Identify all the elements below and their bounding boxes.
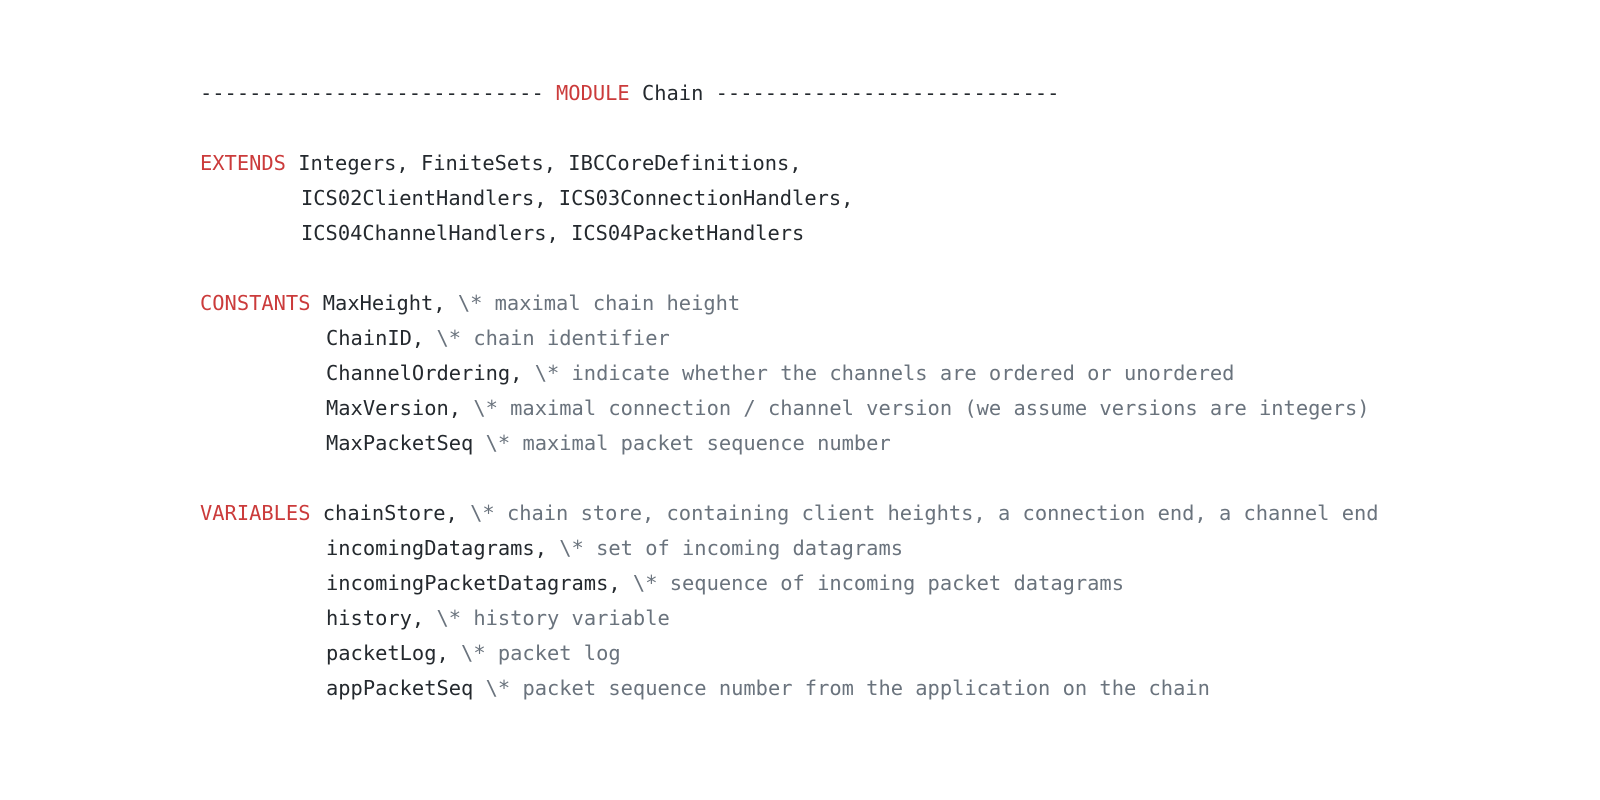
blank-line	[200, 461, 1580, 496]
constant-line	[200, 321, 1580, 356]
variable-name: incomingPacketDatagrams,	[326, 571, 621, 595]
constant-line	[200, 426, 1580, 461]
constant-line	[200, 356, 1580, 391]
variable-line	[200, 671, 1580, 706]
constant-comment: \* maximal chain height	[457, 291, 741, 315]
extends-modules: ICS02ClientHandlers, ICS03ConnectionHandlers,	[301, 186, 854, 210]
header-dashes-left: ----------------------------	[200, 81, 544, 105]
variable-line	[200, 636, 1580, 671]
extends-line	[200, 146, 1580, 181]
constant-line	[200, 391, 1580, 426]
variables-keyword: VARIABLES	[200, 501, 311, 525]
constant-name: ChannelOrdering,	[326, 361, 523, 385]
variable-line	[200, 566, 1580, 601]
variable-name: appPacketSeq	[326, 676, 474, 700]
extends-line	[200, 216, 1580, 251]
variable-comment: \* chain store, containing client heights, a connection end, a channel end	[470, 501, 1379, 525]
variable-comment: \* set of incoming datagrams	[559, 536, 903, 560]
extends-modules: ICS04ChannelHandlers, ICS04PacketHandlers	[301, 221, 805, 245]
variable-line	[200, 496, 1580, 531]
constant-name: MaxHeight,	[322, 291, 446, 315]
variable-comment: \* sequence of incoming packet datagrams	[632, 571, 1124, 595]
constant-comment: \* maximal connection / channel version (we assume versions are integers)	[473, 396, 1370, 420]
constants-keyword: CONSTANTS	[200, 291, 311, 315]
blank-line	[200, 251, 1580, 286]
variable-name: chainStore,	[322, 501, 458, 525]
header-dashes-right: ----------------------------	[715, 81, 1060, 105]
module-keyword: MODULE	[556, 81, 630, 105]
constant-comment: \* maximal packet sequence number	[485, 431, 891, 455]
constant-name: MaxVersion,	[326, 396, 462, 420]
constant-comment: \* indicate whether the channels are ordered or unordered	[534, 361, 1235, 385]
variable-line	[200, 531, 1580, 566]
variable-name: incomingDatagrams,	[326, 536, 547, 560]
module-header	[200, 76, 1580, 111]
variable-line	[200, 601, 1580, 636]
variable-name: packetLog,	[326, 641, 449, 665]
constant-line	[200, 286, 1580, 321]
variable-name: history,	[326, 606, 425, 630]
variable-comment: \* history variable	[436, 606, 670, 630]
constant-name: ChainID,	[326, 326, 425, 350]
constant-comment: \* chain identifier	[436, 326, 670, 350]
extends-modules: Integers, FiniteSets, IBCCoreDefinitions,	[298, 151, 802, 175]
extends-keyword: EXTENDS	[200, 151, 286, 175]
extends-line	[200, 181, 1580, 216]
constant-name: MaxPacketSeq	[326, 431, 474, 455]
blank-line	[200, 111, 1580, 146]
module-name: Chain	[641, 81, 704, 105]
variable-comment: \* packet log	[461, 641, 621, 665]
tla-code-block	[200, 76, 1580, 706]
variable-comment: \* packet sequence number from the application on the chain	[485, 676, 1210, 700]
